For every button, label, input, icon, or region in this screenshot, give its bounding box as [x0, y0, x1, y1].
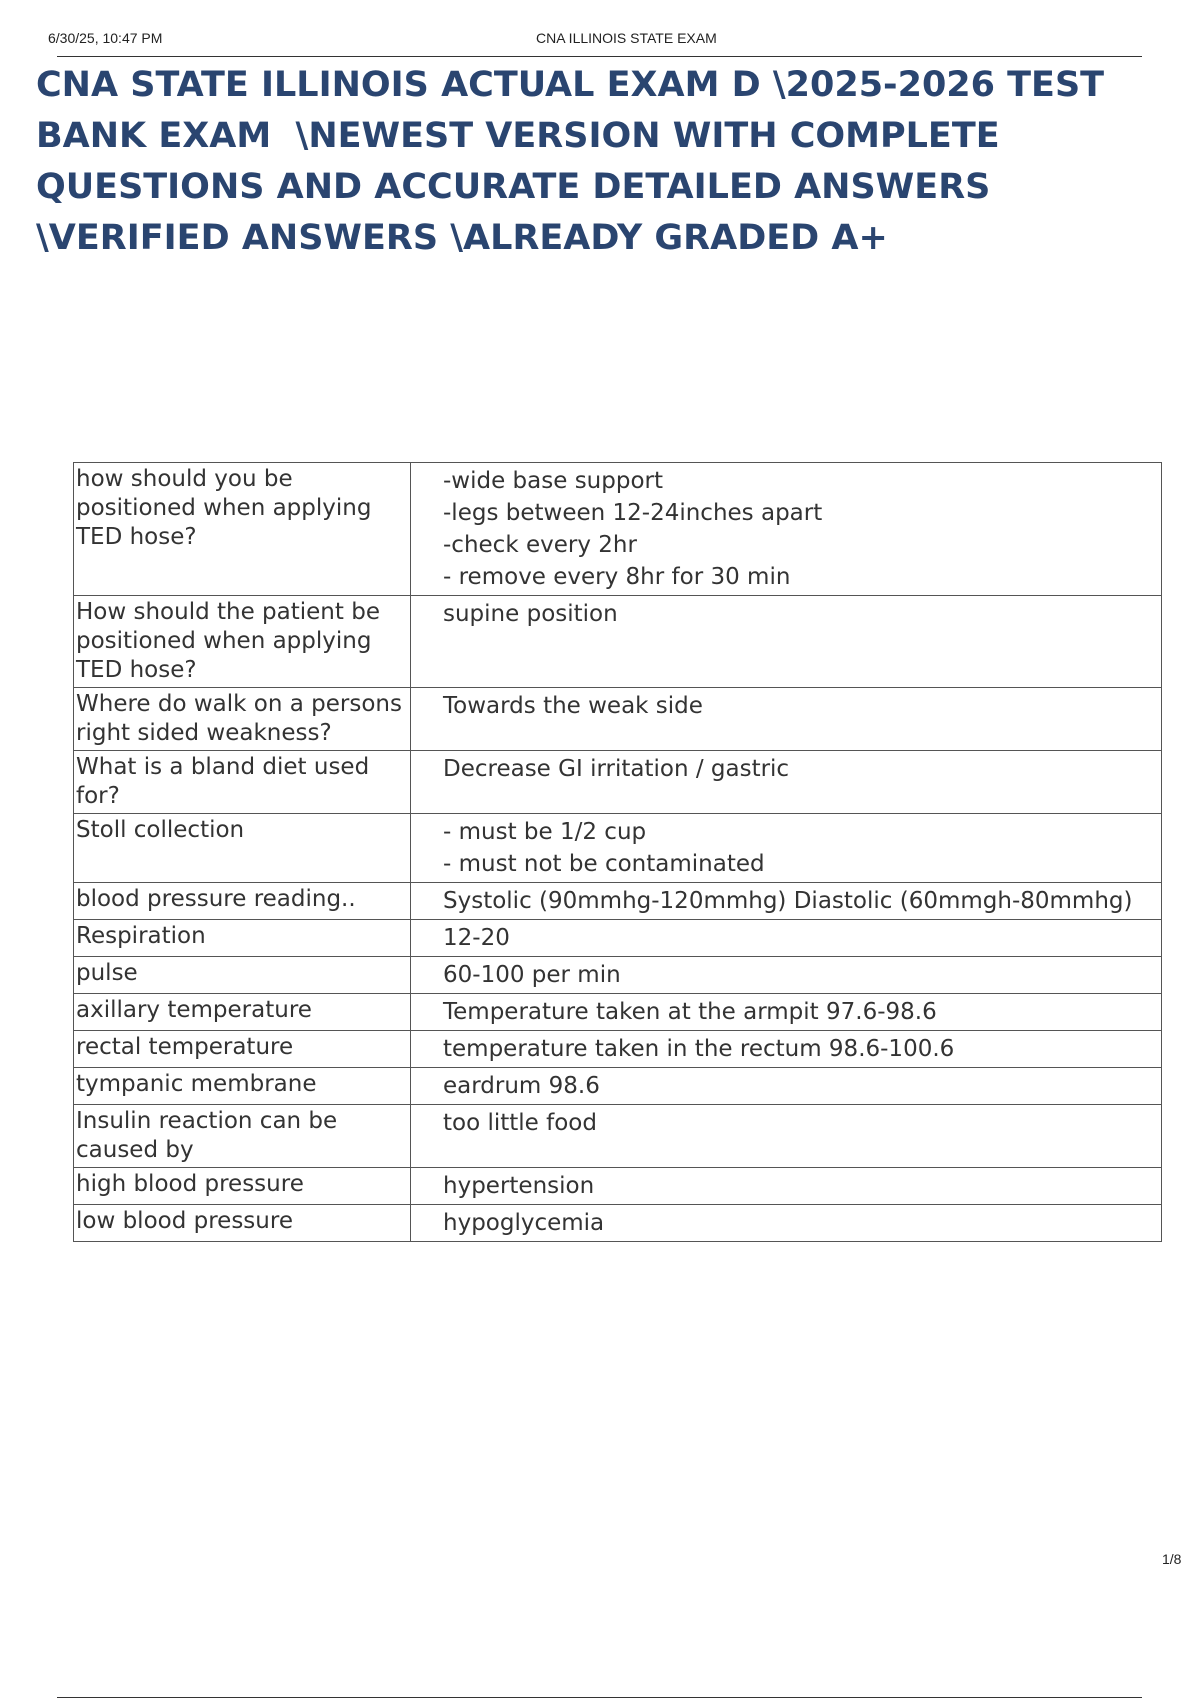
answer-cell	[411, 1105, 1162, 1168]
question-cell: What is a bland diet used for?	[74, 751, 411, 814]
table-row	[74, 920, 1162, 957]
answer-line: - must not be contaminated	[443, 851, 765, 877]
answer-cell	[411, 814, 1162, 883]
question-cell: how should you be positioned when applying TED hose?	[74, 463, 411, 596]
question-cell: Respiration	[74, 920, 411, 957]
table-row	[74, 1031, 1162, 1068]
table-row	[74, 463, 1162, 596]
print-header-title: CNA ILLINOIS STATE EXAM	[536, 30, 717, 46]
table-row	[74, 1105, 1162, 1168]
table-row	[74, 1168, 1162, 1205]
question-cell: low blood pressure	[74, 1205, 411, 1242]
answer-line: Temperature taken at the armpit 97.6-98.6	[443, 999, 937, 1025]
table-row	[74, 994, 1162, 1031]
question-cell: high blood pressure	[74, 1168, 411, 1205]
answer-cell	[411, 1068, 1162, 1105]
answer-cell	[411, 1205, 1162, 1242]
table-row	[74, 688, 1162, 751]
table-row	[74, 596, 1162, 688]
answer-line: -wide base support	[443, 468, 664, 494]
table-row	[74, 814, 1162, 883]
question-cell: How should the patient be positioned when applying TED hose?	[74, 596, 411, 688]
question-cell: axillary temperature	[74, 994, 411, 1031]
answer-cell	[411, 688, 1162, 751]
answer-line: - remove every 8hr for 30 min	[443, 564, 791, 590]
question-cell: rectal temperature	[74, 1031, 411, 1068]
page-number: 1/8	[1162, 1551, 1182, 1567]
answer-cell	[411, 596, 1162, 688]
answer-cell	[411, 883, 1162, 920]
table-row	[74, 1205, 1162, 1242]
print-date: 6/30/25, 10:47 PM	[48, 30, 163, 46]
table-row	[74, 751, 1162, 814]
question-cell: Insulin reaction can be caused by	[74, 1105, 411, 1168]
answer-cell	[411, 1031, 1162, 1068]
answer-line: -check every 2hr	[443, 532, 637, 558]
table-row	[74, 1068, 1162, 1105]
question-cell: pulse	[74, 957, 411, 994]
question-cell: Where do walk on a persons right sided weakness?	[74, 688, 411, 751]
question-cell: tympanic membrane	[74, 1068, 411, 1105]
question-cell: Stoll collection	[74, 814, 411, 883]
header-divider	[57, 56, 1142, 57]
answer-cell	[411, 920, 1162, 957]
answer-line: hypoglycemia	[443, 1210, 605, 1236]
answer-line: hypertension	[443, 1173, 595, 1199]
answer-line: temperature taken in the rectum 98.6-100.6	[443, 1036, 955, 1062]
answer-line: 60-100 per min	[443, 962, 621, 988]
answer-line: Towards the weak side	[443, 693, 703, 719]
answer-line: - must be 1/2 cup	[443, 819, 647, 845]
table-row	[74, 957, 1162, 994]
answer-cell	[411, 1168, 1162, 1205]
answer-line: -legs between 12-24inches apart	[443, 500, 823, 526]
footer-divider	[57, 1697, 1142, 1698]
answer-cell	[411, 994, 1162, 1031]
qa-table-body	[74, 463, 1162, 1242]
document-heading: CNA STATE ILLINOIS ACTUAL EXAM D \2025-2026 TEST BANK EXAM \NEWEST VERSION WITH COMPLETE QUESTIONS AND ACCURATE DETAILED ANSWERS \VERIFIED ANSWERS \ALREADY GRADED A+	[36, 65, 1105, 258]
answer-line: Systolic (90mmhg-120mmhg) Diastolic (60mmgh-80mmhg)	[443, 888, 1133, 914]
answer-line: too little food	[443, 1110, 597, 1136]
table-row	[74, 883, 1162, 920]
question-cell: blood pressure reading..	[74, 883, 411, 920]
answer-cell	[411, 463, 1162, 596]
answer-line: 12-20	[443, 925, 510, 951]
answer-line: supine position	[443, 601, 618, 627]
qa-table	[73, 462, 1162, 1242]
answer-line: Decrease GI irritation / gastric	[443, 756, 790, 782]
answer-cell	[411, 751, 1162, 814]
answer-line: eardrum 98.6	[443, 1073, 600, 1099]
answer-cell	[411, 957, 1162, 994]
